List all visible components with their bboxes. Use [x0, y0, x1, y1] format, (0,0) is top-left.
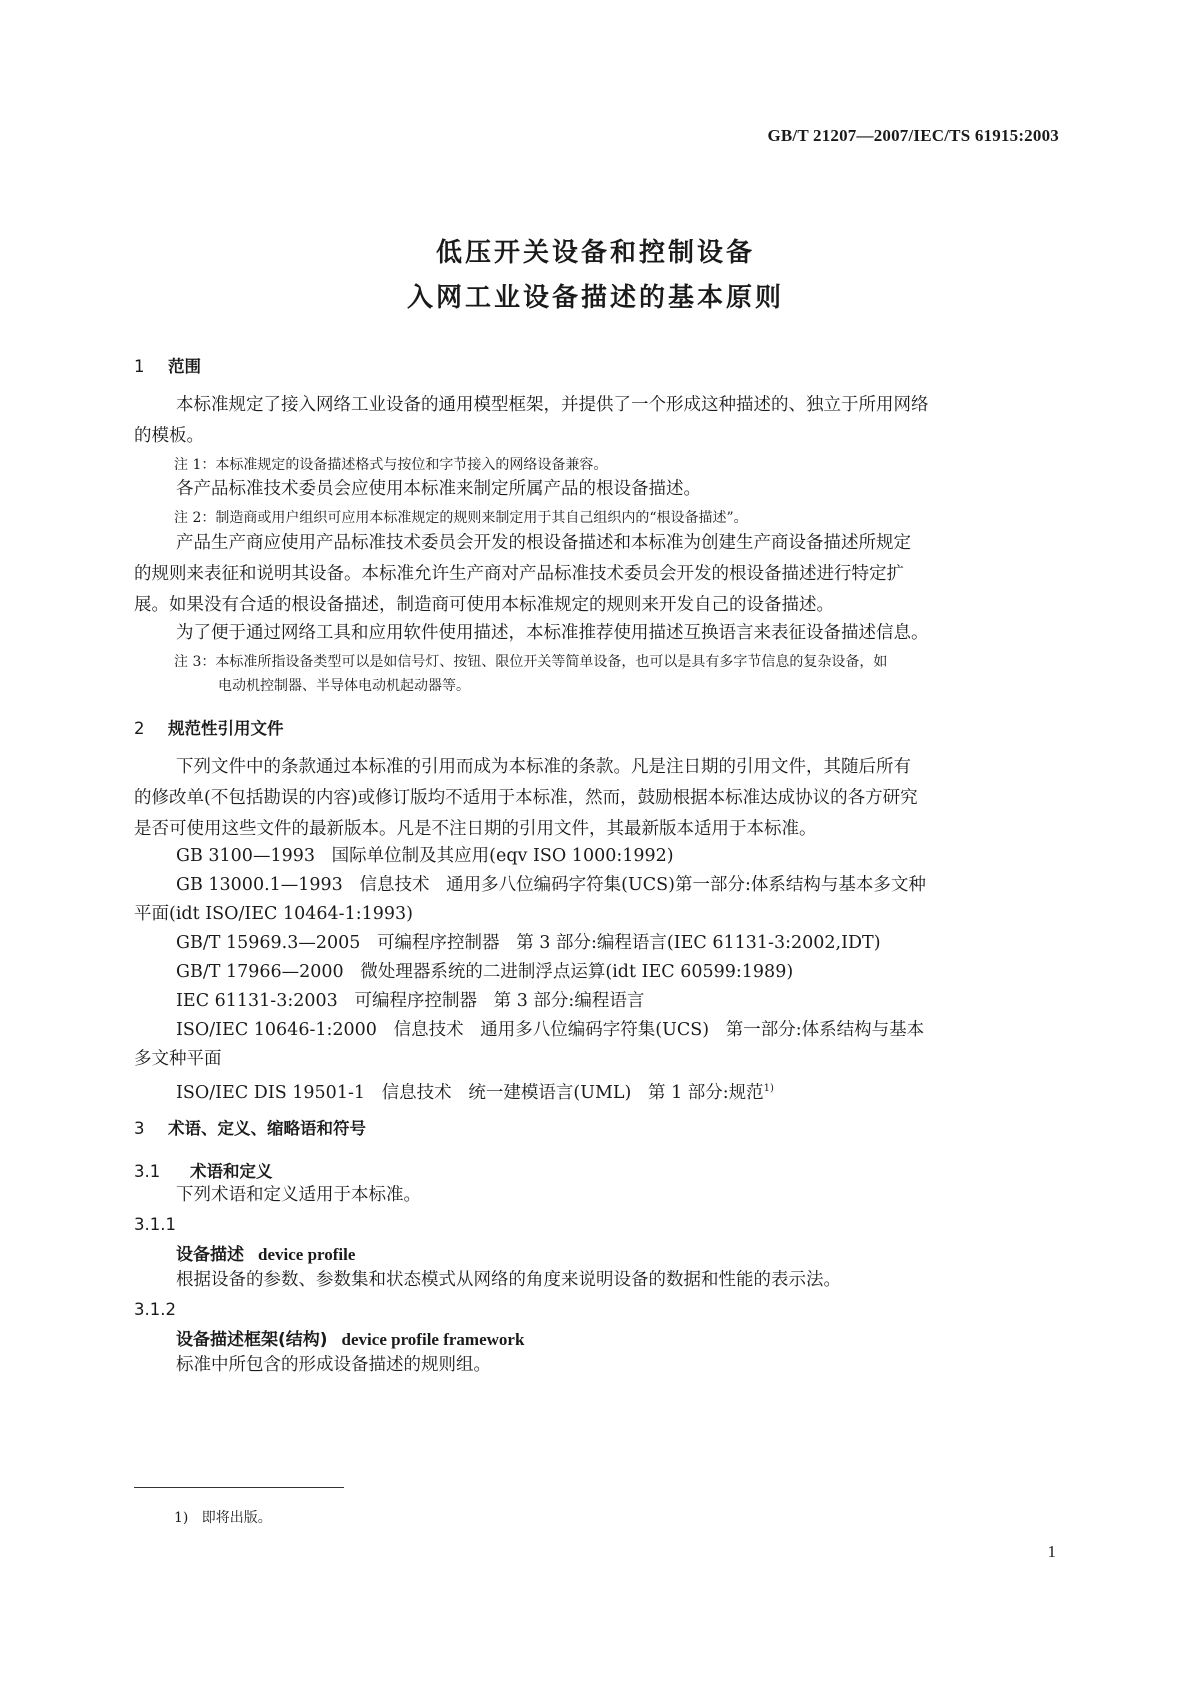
note-2: 注 2：制造商或用户组织可应用本标准规定的规则来制定用于其自己组织内的“根设备描述”。 — [174, 510, 748, 526]
term-3-1-1-heading — [176, 1240, 355, 1265]
text-line: 产品生产商应使用产品标准技术委员会开发的根设备描述和本标准为创建生产商设备描述所规定 — [176, 533, 911, 553]
term-chinese: 设备描述 — [176, 1245, 244, 1265]
subsection-title: 术语和定义 — [190, 1162, 273, 1181]
section-1-para-3 — [134, 528, 1058, 621]
reference-text: ISO/IEC DIS 19501-1 信息技术 统一建模语言(UML) 第 1 部分:规范 — [176, 1082, 764, 1103]
title-line-1: 低压开关设备和控制设备 — [435, 238, 755, 268]
note-3-line-1: 注 3：本标准所指设备类型可以是如信号灯、按钮、限位开关等简单设备，也可以是具有多字节信息的复杂设备，如 — [174, 654, 888, 670]
text-line: 的规则来表征和说明其设备。本标准允许生产商对产品标准技术委员会开发的根设备描述进行特定扩 — [134, 564, 904, 584]
section-2-para-1 — [134, 752, 1058, 845]
term-3-1-1-number — [134, 1215, 190, 1234]
text-line: 本标准规定了接入网络工业设备的通用模型框架，并提供了一个形成这种描述的、独立于所用网络 — [176, 395, 929, 415]
term-chinese: 设备描述框架(结构) — [176, 1330, 328, 1350]
note-3-line-2: 电动机控制器、半导体电动机起动器等。 — [218, 678, 470, 694]
reference-3: GB/T 15969.3—2005 可编程序控制器 第 3 部分:编程语言(IEC 61131-3:2002,IDT) — [176, 933, 881, 953]
section-2-heading — [134, 715, 284, 739]
term-3-1-1-definition: 根据设备的参数、参数集和状态模式从网络的角度来说明设备的数据和性能的表示法。 — [176, 1270, 841, 1290]
reference-1: GB 3100—1993 国际单位制及其应用(eqv ISO 1000:1992) — [176, 846, 674, 866]
section-1-para-4: 为了便于通过网络工具和应用软件使用描述，本标准推荐使用描述互换语言来表征设备描述信息。 — [176, 623, 929, 643]
term-3-1-2-number — [134, 1300, 190, 1319]
text-line: 展。如果没有合适的根设备描述，制造商可使用本标准规定的规则来开发自己的设备描述。 — [134, 595, 834, 615]
reference-2-line-2: 平面(idt ISO/IEC 10464-1:1993) — [134, 904, 413, 924]
page-number: 1 — [1047, 1542, 1056, 1561]
reference-4: GB/T 17966—2000 微处理器系统的二进制浮点运算(idt IEC 60599:1989) — [176, 962, 794, 982]
footnote: 1) 即将出版。 — [174, 1510, 272, 1526]
section-1-heading — [134, 353, 201, 377]
reference-6-line-1: ISO/IEC 10646-1:2000 信息技术 通用多八位编码字符集(UCS) 第一部分:体系结构与基本 — [176, 1020, 925, 1040]
section-title: 规范性引用文件 — [168, 719, 284, 738]
section-number: 1 — [134, 357, 145, 376]
reference-5: IEC 61131-3:2003 可编程序控制器 第 3 部分:编程语言 — [176, 991, 645, 1011]
section-number: 3 — [134, 1119, 145, 1138]
text-line: 的模板。 — [134, 426, 204, 446]
subsection-3-1-heading — [134, 1158, 273, 1182]
term-english: device profile framework — [341, 1330, 525, 1349]
text-line: 是否可使用这些文件的最新版本。凡是不注日期的引用文件，其最新版本适用于本标准。 — [134, 819, 817, 839]
footnote-divider — [134, 1487, 344, 1488]
reference-6-line-2: 多文种平面 — [134, 1049, 222, 1069]
section-title: 范围 — [168, 357, 201, 376]
note-1: 注 1：本标准规定的设备描述格式与按位和字节接入的网络设备兼容。 — [174, 457, 608, 473]
term-3-1-2-heading — [176, 1325, 524, 1350]
section-1-para-2: 各产品标准技术委员会应使用本标准来制定所属产品的根设备描述。 — [176, 479, 701, 499]
text-line: 下列文件中的条款通过本标准的引用而成为本标准的条款。凡是注日期的引用文件，其随后所有 — [176, 757, 911, 777]
term-3-1-2-definition: 标准中所包含的形成设备描述的规则组。 — [176, 1355, 491, 1375]
reference-2-line-1: GB 13000.1—1993 信息技术 通用多八位编码字符集(UCS)第一部分:体系结构与基本多文种 — [176, 875, 926, 895]
standard-code: GB/T 21207—2007/IEC/TS 61915:2003 — [767, 126, 1059, 145]
term-number: 3.1.1 — [134, 1215, 176, 1234]
term-english: device profile — [258, 1245, 356, 1264]
subsection-3-1-text: 下列术语和定义适用于本标准。 — [176, 1185, 421, 1205]
section-1-para-1 — [134, 390, 1058, 452]
footnote-marker: 1) — [763, 1083, 774, 1094]
text-line: 的修改单(不包括勘误的内容)或修订版均不适用于本标准，然而，鼓励根据本标准达成协议的各方研究 — [134, 788, 918, 808]
subsection-number: 3.1 — [134, 1162, 161, 1181]
section-3-heading — [134, 1115, 366, 1139]
reference-7 — [176, 1073, 774, 1109]
section-number: 2 — [134, 719, 145, 738]
title-line-2: 入网工业设备描述的基本原则 — [406, 283, 784, 313]
term-number: 3.1.2 — [134, 1300, 176, 1319]
section-title: 术语、定义、缩略语和符号 — [168, 1119, 366, 1138]
